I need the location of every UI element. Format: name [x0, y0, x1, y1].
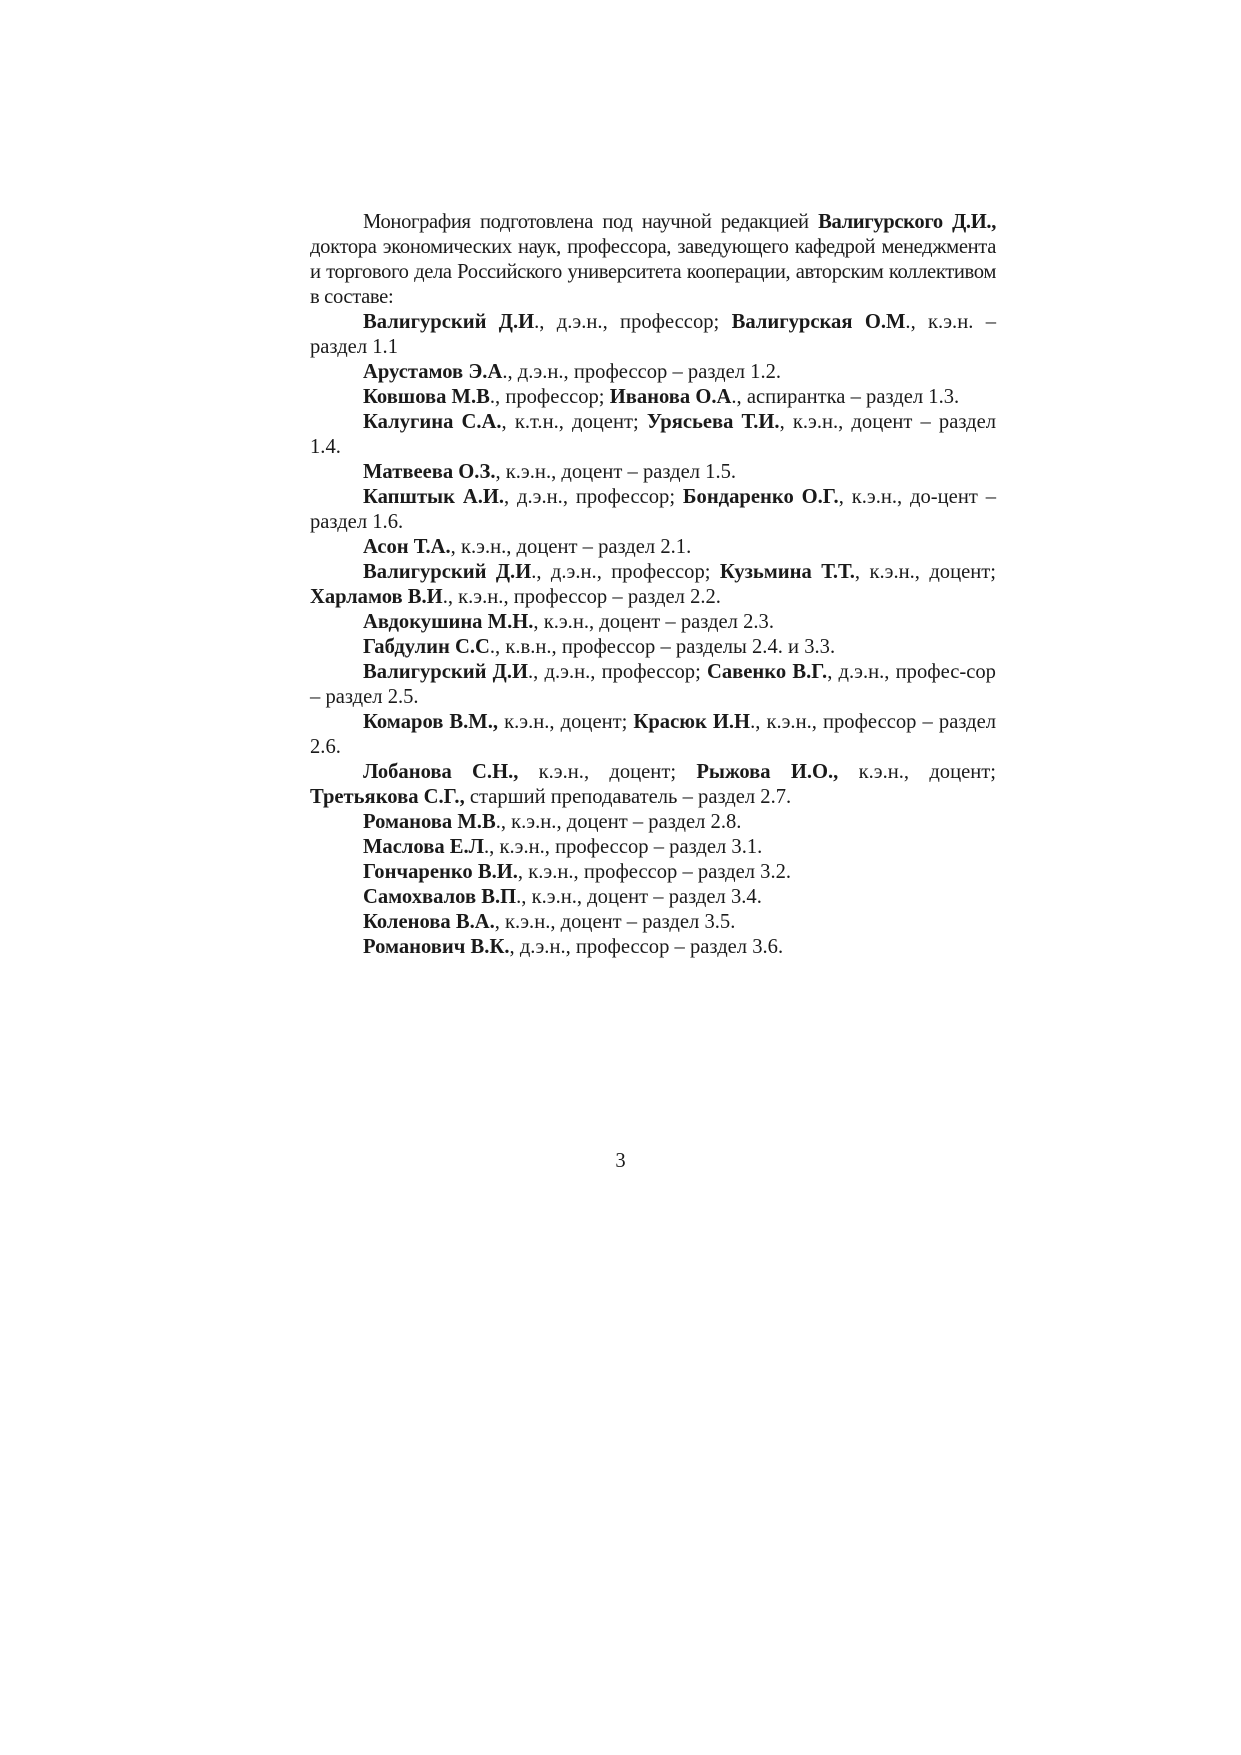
- author-details: , к.т.н., доцент;: [501, 411, 647, 433]
- author-entry: [310, 885, 996, 910]
- author-name: Матвеева О.З.: [363, 461, 496, 483]
- author-entry: [310, 910, 996, 935]
- author-name: Романова М.В: [363, 811, 496, 833]
- author-name: Габдулин С.С: [363, 636, 490, 658]
- author-details: ., к.э.н., доцент – раздел 3.4.: [516, 886, 762, 908]
- author-details: , к.э.н., до-цент – раздел 1.6.: [310, 486, 996, 533]
- author-details: , д.э.н., профес-сор – раздел 2.5.: [310, 661, 996, 708]
- author-name: Лобанова С.Н.,: [363, 761, 519, 783]
- author-entry: [310, 460, 996, 485]
- author-details: ., аспирантка – раздел 1.3.: [731, 386, 960, 408]
- author-entry: [310, 860, 996, 885]
- author-details: , д.э.н., профессор;: [504, 486, 683, 508]
- author-name: Романович В.К.: [363, 936, 510, 958]
- author-details: ., д.э.н., профессор;: [531, 561, 720, 583]
- author-details: , к.э.н., доцент – раздел 1.4.: [310, 411, 997, 458]
- author-entry: [310, 410, 996, 460]
- author-name: Ковшова М.В: [363, 386, 490, 408]
- author-entry: [310, 935, 996, 960]
- author-entry: [310, 310, 996, 360]
- author-entry: [310, 610, 996, 635]
- author-entry: [310, 760, 996, 810]
- author-details: старший преподаватель – раздел 2.7.: [464, 786, 792, 808]
- author-name: Валигурский Д.И: [363, 561, 532, 583]
- author-name: Валигурский Д.И: [363, 311, 535, 333]
- author-details: , к.э.н., доцент – раздел 2.1.: [450, 536, 692, 558]
- author-details: , к.э.н., доцент – раздел 1.5.: [495, 461, 737, 483]
- author-entry: [310, 560, 996, 610]
- author-details: ., к.в.н., профессор – разделы 2.4. и 3.3.: [489, 636, 836, 658]
- author-name: Урясьева Т.И.: [646, 411, 780, 433]
- author-details: ., к.э.н., профессор – раздел 2.6.: [310, 711, 996, 758]
- author-name: Маслова Е.Л: [363, 836, 485, 858]
- author-name: Самохвалов В.П: [363, 886, 517, 908]
- editor-name: Валигурского Д.И.,: [818, 211, 996, 233]
- author-details: ., к.э.н., профессор – раздел 3.1.: [484, 836, 763, 858]
- text-block: [310, 210, 996, 960]
- author-name: Кузьмина Т.Т.: [719, 561, 855, 583]
- author-details: к.э.н., доцент;: [518, 761, 697, 783]
- intro-paragraph: [310, 210, 996, 310]
- author-entry: [310, 710, 996, 760]
- author-details: , к.э.н., доцент – раздел 3.5.: [494, 911, 736, 933]
- intro-text-after: доктора экономических наук, профессора, заведующего кафедрой менеджмента и торгового дела Российского университета кооперации, авторским коллективом в составе:: [310, 236, 996, 308]
- author-details: , к.э.н., доцент – раздел 2.3.: [533, 611, 774, 633]
- author-details: ., к.э.н., доцент – раздел 2.8.: [495, 811, 742, 833]
- author-name: Комаров В.М.,: [363, 711, 499, 733]
- author-details: , к.э.н., профессор – раздел 3.2.: [517, 861, 792, 883]
- author-entry: [310, 635, 996, 660]
- author-details: ., профессор;: [489, 386, 610, 408]
- author-details: ., к.э.н. – раздел 1.1: [310, 311, 996, 358]
- author-details: , к.э.н., доцент;: [854, 561, 996, 583]
- author-details: ., д.э.н., профессор;: [528, 661, 707, 683]
- author-details: ., д.э.н., профессор;: [534, 311, 732, 333]
- author-name: Калугина С.А.: [363, 411, 502, 433]
- author-name: Рыжова И.О.,: [696, 761, 839, 783]
- author-name: Третьякова С.Г.,: [310, 786, 465, 808]
- author-name: Харламов В.И: [310, 586, 443, 608]
- author-entry: [310, 360, 996, 385]
- page-number: 3: [615, 1150, 626, 1172]
- author-entry: [310, 385, 996, 410]
- author-list: [310, 310, 996, 960]
- author-name: Арустамов Э.А: [363, 361, 503, 383]
- author-details: к.э.н., доцент;: [838, 761, 996, 783]
- author-name: Иванова О.А: [609, 386, 732, 408]
- author-name: Валигурский Д.И: [363, 661, 528, 683]
- author-name: Асон Т.А.: [363, 536, 451, 558]
- author-name: Савенко В.Г.: [707, 661, 828, 683]
- author-name: Валигурская О.М: [731, 311, 906, 333]
- author-details: ., д.э.н., профессор – раздел 1.2.: [502, 361, 782, 383]
- intro-text-before: Монография подготовлена под научной редакцией: [363, 211, 819, 233]
- author-details: ., к.э.н., профессор – раздел 2.2.: [442, 586, 721, 608]
- author-name: Бондаренко О.Г.: [682, 486, 839, 508]
- author-name: Гончаренко В.И.: [363, 861, 518, 883]
- author-entry: [310, 535, 996, 560]
- author-name: Капштык А.И.: [363, 486, 505, 508]
- author-entry: [310, 485, 996, 535]
- author-details: , д.э.н., профессор – раздел 3.6.: [509, 936, 784, 958]
- author-name: Красюк И.Н: [633, 711, 751, 733]
- author-entry: [310, 835, 996, 860]
- author-name: Коленова В.А.: [363, 911, 495, 933]
- author-entry: [310, 660, 996, 710]
- author-name: Авдокушина М.Н.: [363, 611, 534, 633]
- author-details: к.э.н., доцент;: [498, 711, 634, 733]
- author-entry: [310, 810, 996, 835]
